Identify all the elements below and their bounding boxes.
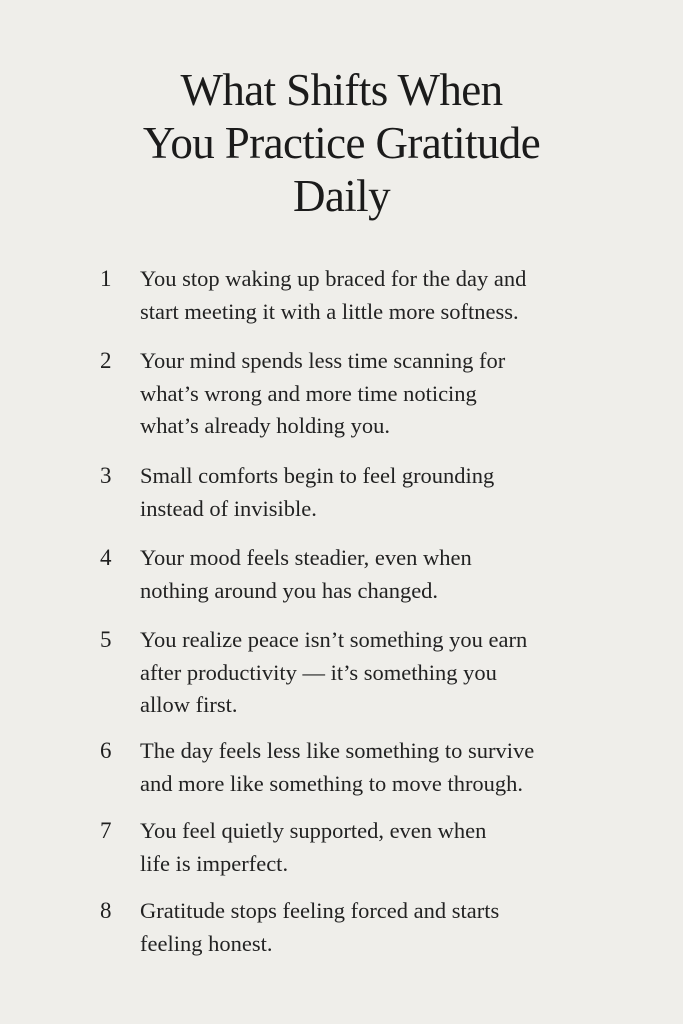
item-number: 1 <box>100 266 112 291</box>
item-text-line: You realize peace isn’t something you earn <box>140 627 528 652</box>
item-text-line: The day feels less like something to survive <box>140 738 535 763</box>
item-text <box>140 345 620 443</box>
item-text-line: and more like something to move through. <box>140 770 524 796</box>
item-number: 4 <box>100 545 112 570</box>
title-line-3: Daily <box>293 171 390 221</box>
item-text-line: Small comforts begin to feel grounding <box>140 463 495 488</box>
item-text-line: Your mind spends less time scanning for <box>140 348 506 373</box>
item-text-line: after productivity — it’s something you <box>140 659 497 685</box>
item-text-line: instead of invisible. <box>140 495 317 521</box>
item-text <box>140 263 620 328</box>
item-text-line: life is imperfect. <box>140 850 289 876</box>
item-number: 3 <box>100 463 112 488</box>
item-text-line: start meeting it with a little more softness. <box>140 298 519 324</box>
item-text-line: what’s already holding you. <box>140 413 390 438</box>
item-text-line: allow first. <box>140 692 238 717</box>
item-text-line: feeling honest. <box>140 930 273 956</box>
list-item-8 <box>100 895 620 995</box>
item-number: 7 <box>100 818 112 843</box>
item-number: 5 <box>100 627 112 652</box>
item-text-line: what’s wrong and more time noticing <box>140 380 477 406</box>
item-number: 8 <box>100 898 112 923</box>
item-text <box>140 895 620 960</box>
item-text-line: Your mood feels steadier, even when <box>140 545 472 570</box>
item-text-line: nothing around you has changed. <box>140 577 439 603</box>
list-item-2 <box>100 345 620 445</box>
item-text-line: You stop waking up braced for the day and <box>140 266 527 291</box>
list-item-5 <box>100 624 620 724</box>
item-text-line: Gratitude stops feeling forced and starts <box>140 898 500 923</box>
item-text <box>140 735 620 800</box>
item-text <box>140 542 620 607</box>
item-text <box>140 815 620 880</box>
title-line-1: What Shifts When <box>180 65 503 115</box>
item-number: 2 <box>100 348 112 373</box>
item-text <box>140 624 620 722</box>
item-text <box>140 460 620 525</box>
title-line-2: You Practice Gratitude <box>142 118 541 168</box>
item-text-line: You feel quietly supported, even when <box>140 818 487 843</box>
item-number: 6 <box>100 738 112 763</box>
